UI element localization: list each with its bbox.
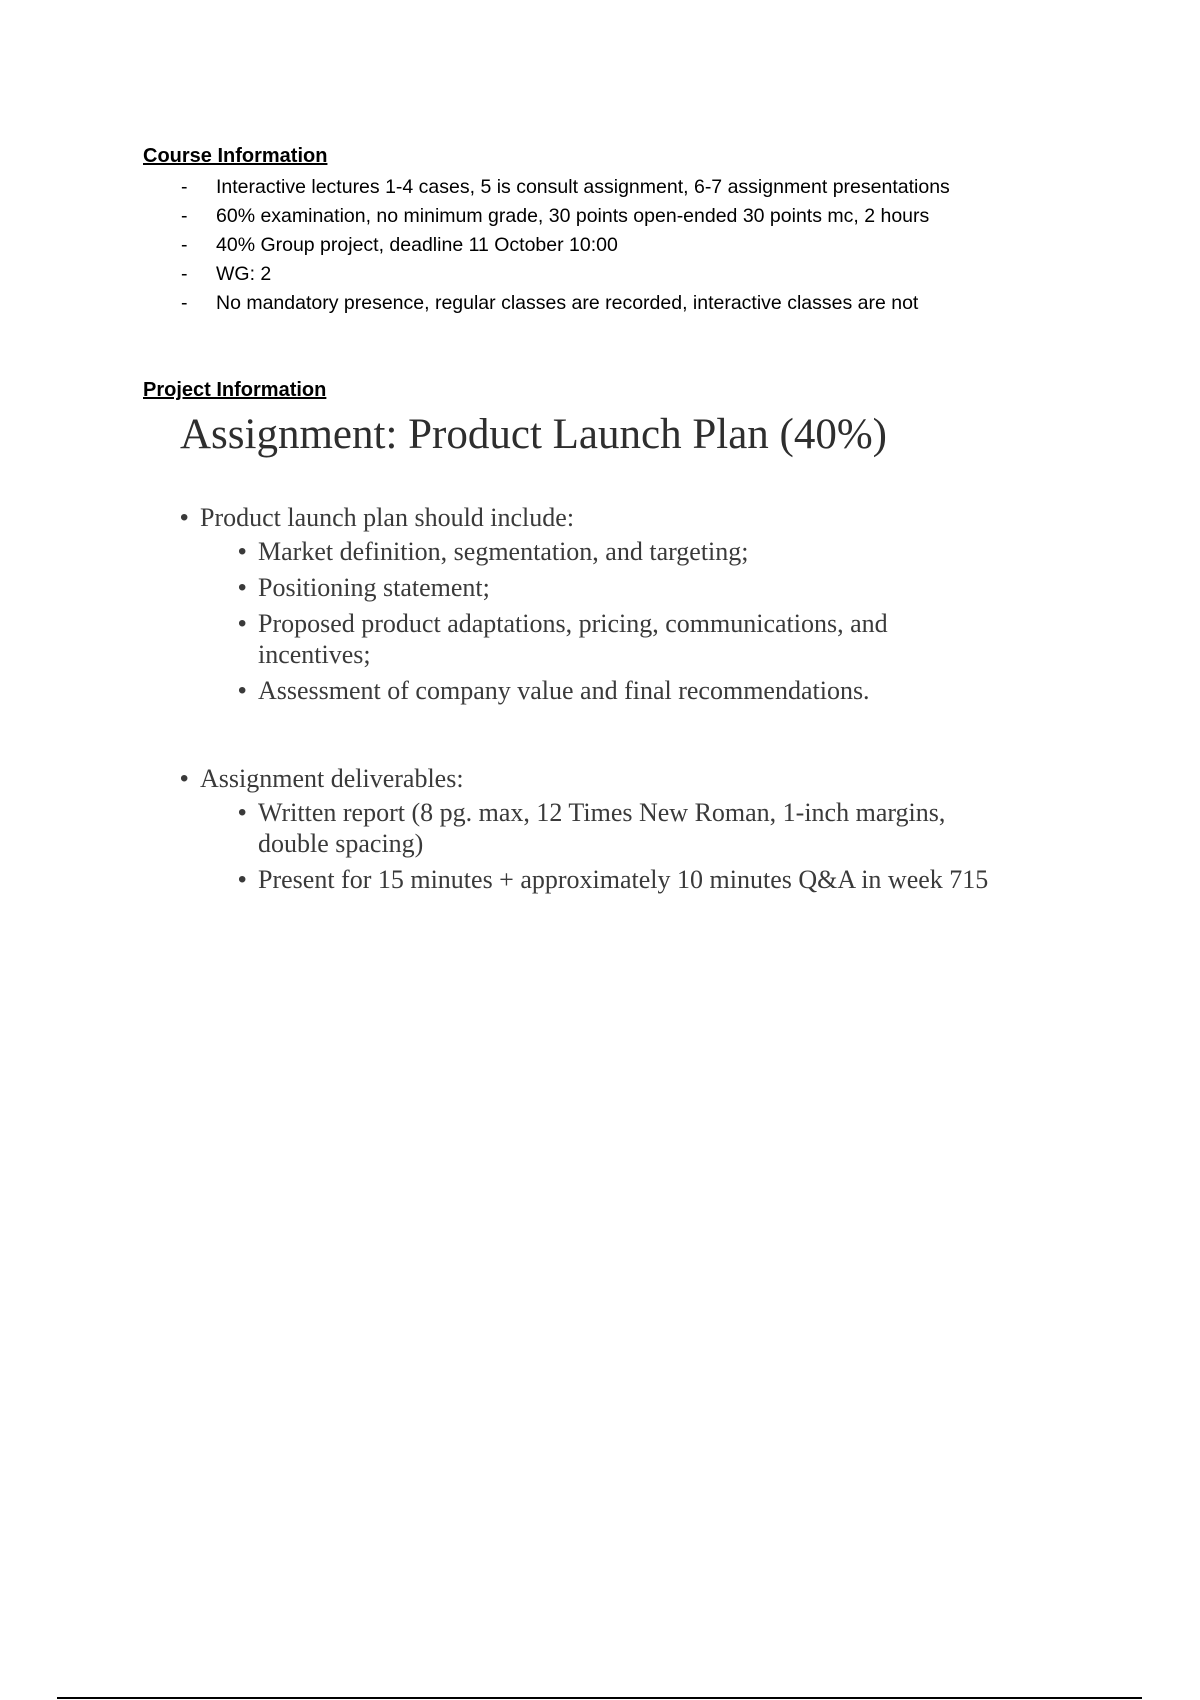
list-item-label: Product launch plan should include:: [200, 503, 575, 532]
list-item: [180, 761, 1018, 895]
list-item: [143, 202, 950, 231]
list-item: [143, 289, 950, 318]
list-item-text: Interactive lectures 1-4 cases, 5 is consult assignment, 6-7 assignment presentations: [216, 176, 950, 198]
sub-list: [238, 536, 958, 706]
bullet-marker: •: [238, 538, 247, 565]
list-item-text: 40% Group project, deadline 11 October 10:00: [216, 234, 618, 256]
dash-marker: -: [181, 176, 188, 198]
sub-list-item-text: Written report (8 pg. max, 12 Times New Roman, 1-inch margins, double spacing): [258, 798, 946, 858]
list-item-text: 60% examination, no minimum grade, 30 points open-ended 30 points mc, 2 hours: [216, 205, 930, 227]
bullet-marker: •: [238, 610, 247, 637]
list-item-label: Assignment deliverables:: [200, 764, 464, 793]
list-item: [143, 173, 950, 202]
assignment-slide-image: [170, 400, 1050, 920]
sub-list-item: [238, 675, 958, 706]
launch-plan-include-list: [180, 500, 958, 711]
list-item: [180, 500, 958, 706]
sub-list-item: [238, 797, 1018, 859]
sub-list-item: [238, 572, 958, 603]
project-information-heading: Project Information: [143, 379, 327, 401]
slide-title: Assignment: Product Launch Plan (40%): [180, 411, 888, 458]
sub-list-item: [238, 536, 958, 567]
assignment-deliverables-list: [180, 761, 1018, 900]
sub-list-item-text: Present for 15 minutes + approximately 10 minutes Q&A in week 715: [258, 865, 989, 894]
dash-marker: -: [181, 234, 188, 256]
course-information-list: [143, 173, 950, 318]
list-item-text: WG: 2: [216, 263, 272, 285]
footer-divider: [57, 1697, 1142, 1699]
bullet-marker: •: [238, 799, 247, 826]
sub-list-item: [238, 864, 1018, 895]
course-information-heading: Course Information: [143, 145, 328, 167]
list-item: [143, 260, 950, 289]
sub-list-item-text: Market definition, segmentation, and targeting;: [258, 537, 749, 566]
bullet-marker: •: [238, 677, 247, 704]
dash-marker: -: [181, 263, 188, 285]
sub-list-item-text: Positioning statement;: [258, 573, 490, 602]
sub-list-item-text: Assessment of company value and final recommendations.: [258, 676, 870, 705]
sub-list: [238, 797, 1018, 895]
dash-marker: -: [181, 292, 188, 314]
bullet-marker: •: [238, 866, 247, 893]
bullet-marker: •: [180, 504, 189, 531]
dash-marker: -: [181, 205, 188, 227]
sub-list-item: [238, 608, 958, 670]
list-item-text: No mandatory presence, regular classes are recorded, interactive classes are not: [216, 292, 919, 314]
sub-list-item-text: Proposed product adaptations, pricing, communications, and incentives;: [258, 609, 888, 669]
list-item: [143, 231, 950, 260]
bullet-marker: •: [238, 574, 247, 601]
bullet-marker: •: [180, 765, 189, 792]
